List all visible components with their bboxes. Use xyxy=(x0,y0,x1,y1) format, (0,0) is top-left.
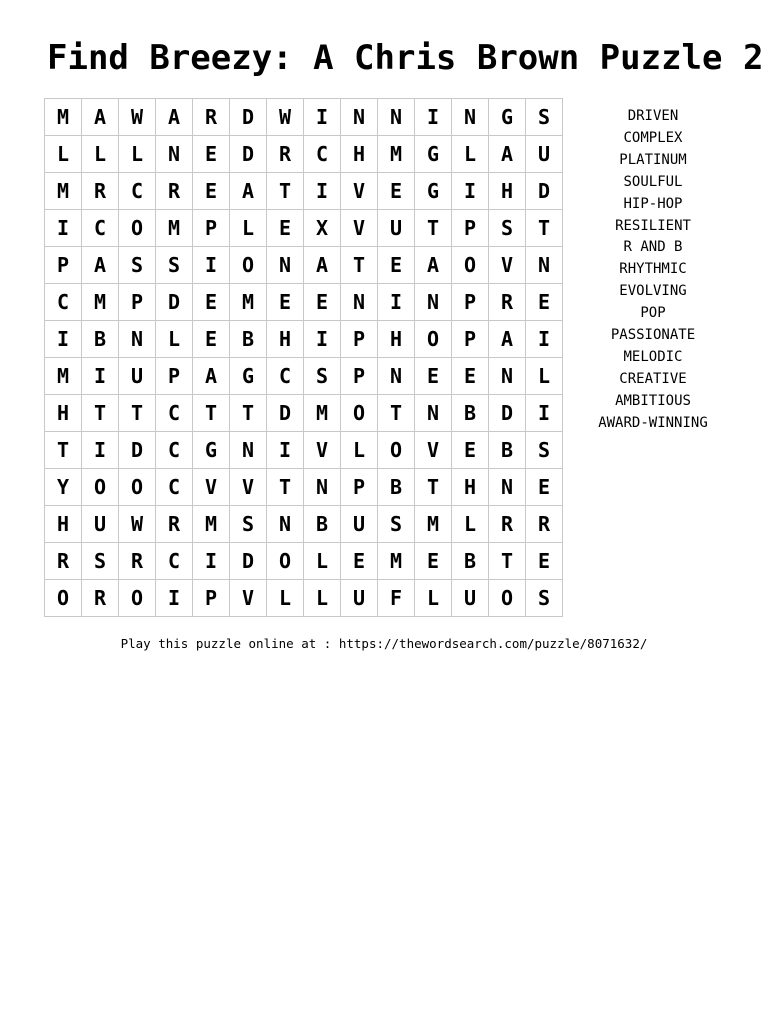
grid-cell: P xyxy=(45,247,82,284)
grid-cell: L xyxy=(119,136,156,173)
grid-cell: S xyxy=(526,432,563,469)
grid-cell: I xyxy=(193,543,230,580)
grid-cell: S xyxy=(119,247,156,284)
grid-cell: M xyxy=(156,210,193,247)
grid-cell: C xyxy=(156,432,193,469)
word-list-item: MELODIC xyxy=(623,348,683,365)
grid-row xyxy=(45,321,563,358)
grid-cell: O xyxy=(119,210,156,247)
grid-cell: O xyxy=(45,580,82,617)
grid-cell: V xyxy=(341,173,378,210)
grid-cell: N xyxy=(378,358,415,395)
word-list-item: AWARD-WINNING xyxy=(598,414,708,431)
grid-cell: L xyxy=(267,580,304,617)
grid-cell: E xyxy=(193,321,230,358)
grid-cell: B xyxy=(378,469,415,506)
grid-cell: T xyxy=(267,469,304,506)
grid-cell: R xyxy=(156,506,193,543)
grid-cell: E xyxy=(526,284,563,321)
grid-cell: P xyxy=(452,210,489,247)
grid-cell: O xyxy=(119,580,156,617)
grid-cell: O xyxy=(489,580,526,617)
grid-cell: R xyxy=(119,543,156,580)
grid-row xyxy=(45,543,563,580)
grid-cell: D xyxy=(526,173,563,210)
grid-cell: E xyxy=(452,432,489,469)
grid-cell: I xyxy=(82,432,119,469)
grid-row xyxy=(45,247,563,284)
grid-cell: I xyxy=(526,321,563,358)
grid-row xyxy=(45,506,563,543)
grid-cell: D xyxy=(119,432,156,469)
grid-cell: Y xyxy=(45,469,82,506)
grid-cell: L xyxy=(304,580,341,617)
grid-cell: I xyxy=(378,284,415,321)
grid-cell: T xyxy=(267,173,304,210)
grid-cell: P xyxy=(452,321,489,358)
grid-cell: V xyxy=(415,432,452,469)
grid-cell: H xyxy=(489,173,526,210)
grid-cell: R xyxy=(489,284,526,321)
grid-cell: D xyxy=(230,543,267,580)
grid-cell: U xyxy=(378,210,415,247)
grid-cell: I xyxy=(156,580,193,617)
grid-cell: I xyxy=(526,395,563,432)
grid-cell: R xyxy=(489,506,526,543)
puzzle-title: Find Breezy: A Chris Brown Puzzle 2 xyxy=(47,38,764,78)
grid-cell: I xyxy=(267,432,304,469)
grid-cell: V xyxy=(230,580,267,617)
word-list xyxy=(585,106,721,435)
grid-cell: O xyxy=(82,469,119,506)
grid-cell: M xyxy=(82,284,119,321)
grid-cell: P xyxy=(156,358,193,395)
grid-cell: C xyxy=(82,210,119,247)
grid-cell: I xyxy=(45,321,82,358)
grid-cell: T xyxy=(45,432,82,469)
grid-cell: E xyxy=(378,173,415,210)
word-list-item: RHYTHMIC xyxy=(619,261,687,278)
grid-cell: B xyxy=(230,321,267,358)
grid-cell: X xyxy=(304,210,341,247)
grid-cell: N xyxy=(526,247,563,284)
grid-cell: C xyxy=(45,284,82,321)
grid-cell: U xyxy=(341,506,378,543)
grid-cell: M xyxy=(45,358,82,395)
grid-cell: U xyxy=(341,580,378,617)
grid-cell: G xyxy=(193,432,230,469)
grid-cell: N xyxy=(341,284,378,321)
word-list-item: DRIVEN xyxy=(627,108,679,124)
word-list-item: HIP-HOP xyxy=(623,195,683,212)
grid-cell: L xyxy=(415,580,452,617)
grid-cell: R xyxy=(82,173,119,210)
grid-cell: H xyxy=(45,506,82,543)
grid-cell: G xyxy=(415,136,452,173)
grid-cell: E xyxy=(526,469,563,506)
grid-cell: A xyxy=(230,173,267,210)
grid-cell: W xyxy=(119,506,156,543)
grid-cell: L xyxy=(341,432,378,469)
grid-cell: D xyxy=(267,395,304,432)
grid-cell: W xyxy=(119,99,156,136)
grid-row xyxy=(45,173,563,210)
grid-cell: O xyxy=(378,432,415,469)
word-list-item: SOULFUL xyxy=(623,173,683,190)
grid-cell: G xyxy=(230,358,267,395)
grid-cell: C xyxy=(304,136,341,173)
grid-cell: S xyxy=(526,580,563,617)
grid-cell: L xyxy=(452,506,489,543)
grid-cell: E xyxy=(193,173,230,210)
word-list-item: PLATINUM xyxy=(619,151,687,168)
grid-cell: H xyxy=(341,136,378,173)
grid-cell: M xyxy=(230,284,267,321)
grid-cell: P xyxy=(341,321,378,358)
grid-cell: L xyxy=(230,210,267,247)
grid-cell: T xyxy=(378,395,415,432)
grid-cell: C xyxy=(156,395,193,432)
grid-row xyxy=(45,469,563,506)
grid-cell: S xyxy=(304,358,341,395)
grid-cell: C xyxy=(267,358,304,395)
grid-cell: B xyxy=(304,506,341,543)
grid-cell: E xyxy=(341,543,378,580)
grid-row xyxy=(45,99,563,136)
grid-cell: R xyxy=(45,543,82,580)
grid-cell: T xyxy=(341,247,378,284)
grid-cell: I xyxy=(415,99,452,136)
grid-cell: T xyxy=(526,210,563,247)
grid-cell: N xyxy=(267,506,304,543)
grid-row xyxy=(45,210,563,247)
grid-cell: S xyxy=(526,99,563,136)
grid-cell: E xyxy=(193,284,230,321)
grid-cell: S xyxy=(230,506,267,543)
grid-cell: E xyxy=(526,543,563,580)
grid-cell: V xyxy=(193,469,230,506)
grid-cell: L xyxy=(304,543,341,580)
grid-cell: L xyxy=(156,321,193,358)
grid-cell: P xyxy=(119,284,156,321)
grid-cell: O xyxy=(119,469,156,506)
grid-cell: N xyxy=(119,321,156,358)
grid-cell: W xyxy=(267,99,304,136)
grid-cell: N xyxy=(452,99,489,136)
grid-cell: B xyxy=(82,321,119,358)
grid-cell: T xyxy=(415,210,452,247)
grid-cell: C xyxy=(119,173,156,210)
grid-cell: S xyxy=(489,210,526,247)
grid-cell: T xyxy=(230,395,267,432)
grid-cell: H xyxy=(45,395,82,432)
grid-cell: N xyxy=(230,432,267,469)
grid-cell: D xyxy=(230,136,267,173)
grid-cell: C xyxy=(156,469,193,506)
word-list-item: CREATIVE xyxy=(619,370,687,387)
grid-cell: O xyxy=(341,395,378,432)
grid-cell: T xyxy=(82,395,119,432)
grid-cell: E xyxy=(378,247,415,284)
word-list-item: EVOLVING xyxy=(619,283,687,300)
grid-cell: P xyxy=(193,580,230,617)
grid-cell: S xyxy=(82,543,119,580)
grid-cell: V xyxy=(304,432,341,469)
grid-cell: B xyxy=(452,543,489,580)
grid-cell: N xyxy=(378,99,415,136)
grid-cell: O xyxy=(230,247,267,284)
grid-cell: I xyxy=(304,321,341,358)
grid-cell: P xyxy=(341,469,378,506)
grid-cell: R xyxy=(526,506,563,543)
grid-cell: M xyxy=(304,395,341,432)
grid-cell: V xyxy=(489,247,526,284)
grid-cell: T xyxy=(119,395,156,432)
grid-cell: T xyxy=(415,469,452,506)
grid-cell: I xyxy=(304,173,341,210)
grid-cell: P xyxy=(452,284,489,321)
grid-cell: A xyxy=(489,136,526,173)
grid-cell: R xyxy=(82,580,119,617)
grid-cell: N xyxy=(415,284,452,321)
grid-cell: L xyxy=(82,136,119,173)
grid-row xyxy=(45,395,563,432)
grid-cell: P xyxy=(193,210,230,247)
grid-cell: M xyxy=(415,506,452,543)
grid-cell: M xyxy=(193,506,230,543)
grid-cell: G xyxy=(415,173,452,210)
grid-cell: I xyxy=(82,358,119,395)
grid-cell: D xyxy=(230,99,267,136)
letter-grid xyxy=(44,98,563,617)
grid-cell: S xyxy=(156,247,193,284)
grid-cell: D xyxy=(489,395,526,432)
grid-cell: B xyxy=(452,395,489,432)
grid-cell: N xyxy=(489,469,526,506)
grid-cell: I xyxy=(45,210,82,247)
grid-cell: L xyxy=(45,136,82,173)
grid-row xyxy=(45,580,563,617)
grid-cell: E xyxy=(452,358,489,395)
grid-cell: M xyxy=(378,136,415,173)
grid-cell: I xyxy=(193,247,230,284)
grid-cell: I xyxy=(452,173,489,210)
grid-cell: H xyxy=(378,321,415,358)
online-link-text: Play this puzzle online at : https://thewordsearch.com/puzzle/8071632/ xyxy=(120,636,648,651)
grid-cell: U xyxy=(82,506,119,543)
grid-cell: R xyxy=(267,136,304,173)
grid-cell: A xyxy=(304,247,341,284)
grid-cell: R xyxy=(156,173,193,210)
grid-cell: I xyxy=(304,99,341,136)
grid-cell: O xyxy=(452,247,489,284)
grid-cell: A xyxy=(82,99,119,136)
letter-grid-body xyxy=(45,99,563,617)
grid-cell: A xyxy=(156,99,193,136)
grid-cell: O xyxy=(415,321,452,358)
grid-cell: N xyxy=(489,358,526,395)
grid-cell: C xyxy=(156,543,193,580)
grid-cell: H xyxy=(267,321,304,358)
word-list-item: R AND B xyxy=(623,239,683,256)
grid-cell: N xyxy=(304,469,341,506)
grid-cell: M xyxy=(45,99,82,136)
grid-cell: F xyxy=(378,580,415,617)
grid-cell: E xyxy=(267,284,304,321)
grid-cell: V xyxy=(230,469,267,506)
grid-cell: E xyxy=(415,543,452,580)
word-list-item: PASSIONATE xyxy=(610,327,696,344)
grid-cell: O xyxy=(267,543,304,580)
grid-cell: T xyxy=(193,395,230,432)
grid-cell: S xyxy=(378,506,415,543)
grid-cell: L xyxy=(452,136,489,173)
grid-cell: U xyxy=(452,580,489,617)
grid-cell: L xyxy=(526,358,563,395)
word-list-item: COMPLEX xyxy=(623,129,683,146)
grid-cell: A xyxy=(489,321,526,358)
grid-cell: N xyxy=(415,395,452,432)
grid-cell: G xyxy=(489,99,526,136)
grid-cell: A xyxy=(193,358,230,395)
grid-cell: E xyxy=(267,210,304,247)
grid-cell: P xyxy=(341,358,378,395)
word-list-item: AMBITIOUS xyxy=(615,392,691,409)
grid-cell: E xyxy=(415,358,452,395)
grid-cell: N xyxy=(267,247,304,284)
grid-row xyxy=(45,284,563,321)
grid-cell: M xyxy=(45,173,82,210)
grid-cell: T xyxy=(489,543,526,580)
grid-row xyxy=(45,432,563,469)
grid-cell: R xyxy=(193,99,230,136)
grid-row xyxy=(45,358,563,395)
grid-cell: N xyxy=(156,136,193,173)
grid-cell: B xyxy=(489,432,526,469)
grid-cell: M xyxy=(378,543,415,580)
grid-cell: N xyxy=(341,99,378,136)
grid-cell: U xyxy=(526,136,563,173)
grid-cell: U xyxy=(119,358,156,395)
word-list-item: POP xyxy=(640,305,666,322)
grid-cell: D xyxy=(156,284,193,321)
grid-cell: A xyxy=(82,247,119,284)
grid-cell: E xyxy=(193,136,230,173)
grid-row xyxy=(45,136,563,173)
grid-cell: E xyxy=(304,284,341,321)
word-list-item: RESILIENT xyxy=(615,217,691,234)
grid-cell: H xyxy=(452,469,489,506)
grid-cell: V xyxy=(341,210,378,247)
grid-cell: A xyxy=(415,247,452,284)
